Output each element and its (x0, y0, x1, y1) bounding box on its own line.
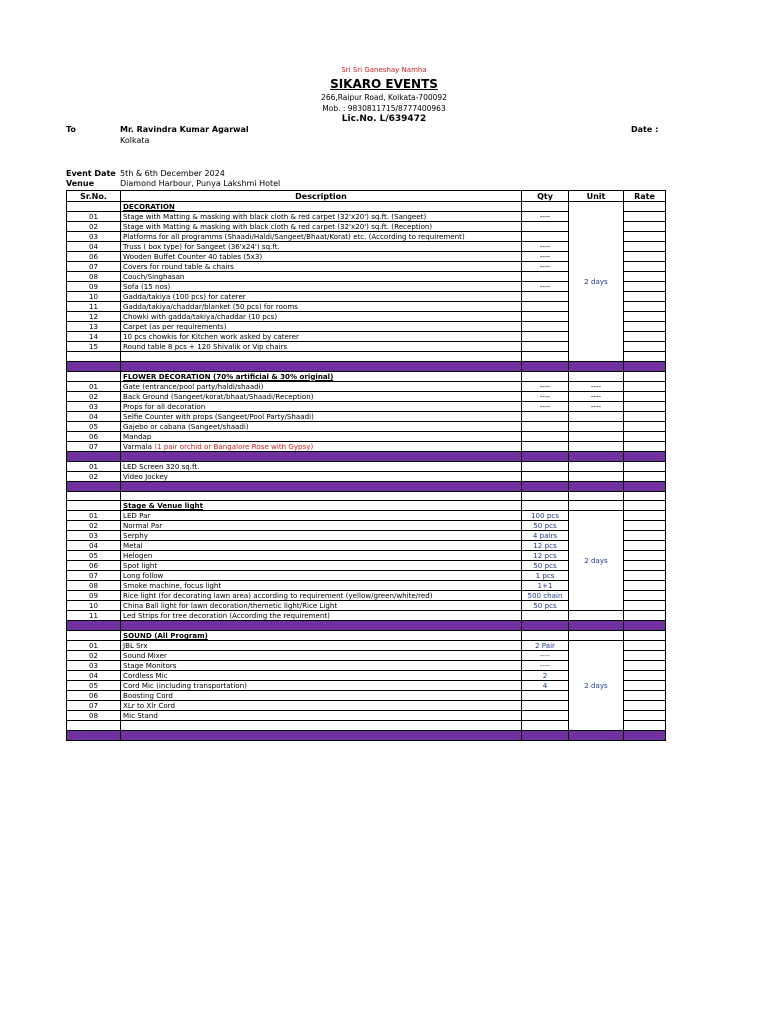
qty-cell (522, 421, 569, 431)
sr-cell: 04 (67, 411, 121, 421)
qty-cell: ---- (522, 242, 569, 252)
separator-cell (121, 621, 522, 631)
table-row (67, 421, 666, 431)
qty-cell (522, 611, 569, 621)
rate-cell (624, 332, 666, 342)
section-sr-cell (67, 371, 121, 381)
sr-cell: 07 (67, 571, 121, 581)
varmala-label: Varmala (123, 441, 155, 451)
rate-cell (624, 292, 666, 302)
description-cell: Helogen (121, 551, 522, 561)
sr-cell: 13 (67, 322, 121, 332)
sr-cell: 11 (67, 302, 121, 312)
qty-cell: 50 pcs (522, 561, 569, 571)
table-row (67, 411, 666, 421)
unit-merged-cell: 2 days (569, 641, 624, 731)
qty-cell (522, 292, 569, 302)
description-cell: Sound Mixer (121, 651, 522, 661)
section-title-row (67, 631, 666, 641)
description-cell: Sofa (15 nos) (121, 282, 522, 292)
description-cell: Wooden Buffet Counter 40 tables (5x3) (121, 252, 522, 262)
header-unit: Unit (569, 191, 624, 202)
description-cell: JBL Srx (121, 641, 522, 651)
description-cell: LED Par (121, 511, 522, 521)
sr-cell: 10 (67, 601, 121, 611)
description-cell: Normal Par (121, 521, 522, 531)
separator-cell (121, 481, 522, 491)
rate-cell (624, 711, 666, 721)
rate-cell (624, 541, 666, 551)
venue-label: Venue (66, 179, 94, 188)
sr-cell: 14 (67, 332, 121, 342)
unit-merged-cell: 2 days (569, 511, 624, 611)
rate-cell (624, 701, 666, 711)
separator-cell (522, 481, 569, 491)
section-title: DECORATION (121, 202, 522, 212)
qty-cell (522, 411, 569, 421)
sr-cell: 01 (67, 511, 121, 521)
blank-cell (522, 491, 569, 501)
qty-cell: 500 chain (522, 591, 569, 601)
qty-cell: ---- (522, 282, 569, 292)
description-cell: Round table 8 pcs + 120 Shivalik or Vip chairs (121, 342, 522, 352)
sr-cell: 06 (67, 252, 121, 262)
sr-cell: 04 (67, 541, 121, 551)
qty-cell: ---- (522, 651, 569, 661)
separator-cell (522, 731, 569, 741)
sr-cell: 05 (67, 551, 121, 561)
section-title: Stage & Venue light (121, 501, 522, 511)
rate-cell (624, 591, 666, 601)
qty-cell: 100 pcs (522, 511, 569, 521)
description-cell: Carpet (as per requirements) (121, 322, 522, 332)
company-name: SIKARO EVENTS (330, 77, 438, 91)
qty-cell: ---- (522, 212, 569, 222)
description-cell: Mandap (121, 431, 522, 441)
qty-cell (522, 272, 569, 282)
table-row (67, 641, 666, 651)
blank-cell (569, 491, 624, 501)
sr-cell: 12 (67, 312, 121, 322)
unit-merged-cell (569, 371, 624, 381)
separator-cell (624, 731, 666, 741)
description-cell: 10 pcs chowkis for Kitchen work asked by caterer (121, 332, 522, 342)
qty-cell: ---- (522, 661, 569, 671)
rate-cell (624, 671, 666, 681)
rate-cell (624, 651, 666, 661)
sr-cell: 06 (67, 431, 121, 441)
separator-cell (569, 451, 624, 461)
unit-cell (569, 461, 624, 471)
qty-cell (522, 501, 569, 511)
sr-cell: 09 (67, 282, 121, 292)
sr-cell: 08 (67, 272, 121, 282)
section-sr-cell (67, 501, 121, 511)
rate-cell (624, 212, 666, 222)
rate-cell (624, 661, 666, 671)
qty-cell (522, 342, 569, 352)
description-cell: LED Screen 320 sq.ft. (121, 461, 522, 471)
section-separator (67, 731, 666, 741)
section-title-row (67, 501, 666, 511)
qty-cell (522, 222, 569, 232)
sr-cell: 02 (67, 222, 121, 232)
description-cell: Mic Stand (121, 711, 522, 721)
rate-cell (624, 232, 666, 242)
description-cell: Gadda/takiya/chaddar/blanket (50 pcs) for rooms (121, 302, 522, 312)
unit-cell (569, 441, 624, 451)
rate-cell (624, 551, 666, 561)
table-row (67, 461, 666, 471)
separator-cell (624, 361, 666, 371)
table-header-row (67, 191, 666, 202)
section-title-row (67, 371, 666, 381)
description-cell: Stage with Matting & masking with black cloth & red carpet (32'x20') sq.ft. (Reception) (121, 222, 522, 232)
qty-cell: 50 pcs (522, 521, 569, 531)
qty-cell: 50 pcs (522, 601, 569, 611)
rate-cell (624, 561, 666, 571)
description-cell: Smoke machine, focus light (121, 581, 522, 591)
blank-cell (522, 721, 569, 731)
section-sr-cell (67, 631, 121, 641)
blank-cell (121, 491, 522, 501)
qty-cell: 2 (522, 671, 569, 681)
section-title: FLOWER DECORATION (70% artificial & 30% original) (121, 371, 522, 381)
table-body (67, 202, 666, 741)
blank-cell (624, 491, 666, 501)
qty-cell (522, 431, 569, 441)
sr-cell: 09 (67, 591, 121, 601)
description-cell: XLr to Xlr Cord (121, 701, 522, 711)
rate-cell (624, 342, 666, 352)
sr-cell: 11 (67, 611, 121, 621)
section-separator (67, 361, 666, 371)
table-row (67, 381, 666, 391)
sr-cell: 07 (67, 441, 121, 451)
description-cell: Boosting Cord (121, 691, 522, 701)
sr-cell: 07 (67, 701, 121, 711)
description-cell: Platforms for all programms (Shaadi/Haldi/Sangeet/Bhaat/Korat) etc. (According to requirement) (121, 232, 522, 242)
license-number: Lic.No. L/639472 (341, 114, 427, 124)
qty-cell (522, 232, 569, 242)
sr-cell: 05 (67, 681, 121, 691)
description-cell: Couch/Singhasan (121, 272, 522, 282)
event-date: 5th & 6th December 2024 (120, 169, 225, 178)
qty-cell: 2 Pair (522, 641, 569, 651)
section-title: SOUND (All Program) (121, 631, 522, 641)
blank-cell (121, 721, 522, 731)
sr-cell: 03 (67, 401, 121, 411)
rate-cell (624, 631, 666, 641)
sr-cell: 01 (67, 461, 121, 471)
sr-cell: 03 (67, 531, 121, 541)
event-date-label: Event Date (66, 169, 116, 178)
qty-cell (522, 441, 569, 451)
description-cell: Props for all decoration (121, 401, 522, 411)
qty-cell: ---- (522, 401, 569, 411)
separator-cell (624, 481, 666, 491)
rate-cell (624, 571, 666, 581)
qty-cell (522, 691, 569, 701)
sr-cell: 02 (67, 391, 121, 401)
blank-row (67, 491, 666, 501)
description-cell: Serphy (121, 531, 522, 541)
section-separator (67, 481, 666, 491)
rate-cell (624, 282, 666, 292)
header-srno: Sr.No. (67, 191, 121, 202)
qty-cell (522, 471, 569, 481)
separator-cell (121, 731, 522, 741)
rate-cell (624, 202, 666, 212)
rate-cell (624, 641, 666, 651)
description-cell: Led Strips for tree decoration (According the requirement) (121, 611, 522, 621)
unit-cell (569, 611, 624, 621)
description-cell: Chowki with gadda/takiya/chaddar (10 pcs) (121, 312, 522, 322)
rate-cell (624, 411, 666, 421)
table-row (67, 471, 666, 481)
rate-cell (624, 531, 666, 541)
qty-cell (522, 322, 569, 332)
header-rate: Rate (624, 191, 666, 202)
rate-cell (624, 242, 666, 252)
blank-cell (624, 352, 666, 362)
rate-cell (624, 272, 666, 282)
qty-cell (522, 461, 569, 471)
separator-cell (121, 451, 522, 461)
section-separator (67, 451, 666, 461)
table-row (67, 431, 666, 441)
sr-cell: 15 (67, 342, 121, 352)
description-cell: Spot light (121, 561, 522, 571)
rate-cell (624, 222, 666, 232)
separator-cell (522, 621, 569, 631)
unit-cell (569, 501, 624, 511)
separator-cell (522, 361, 569, 371)
sr-cell: 08 (67, 581, 121, 591)
sr-cell: 07 (67, 262, 121, 272)
qty-cell (522, 711, 569, 721)
qty-cell (522, 371, 569, 381)
blank-cell (67, 721, 121, 731)
description-cell: Stage Monitors (121, 661, 522, 671)
separator-cell (67, 451, 121, 461)
description-cell: Truss ( box type) for Sangeet (36'x24') sq.ft. (121, 242, 522, 252)
rate-cell (624, 391, 666, 401)
date-label: Date : (631, 125, 659, 134)
rate-cell (624, 401, 666, 411)
rate-cell (624, 681, 666, 691)
sr-cell: 06 (67, 691, 121, 701)
separator-cell (522, 451, 569, 461)
separator-cell (569, 731, 624, 741)
separator-cell (569, 621, 624, 631)
sr-cell: 03 (67, 661, 121, 671)
rate-cell (624, 521, 666, 531)
qty-cell: 4 pairs (522, 531, 569, 541)
table-row (67, 391, 666, 401)
rate-cell (624, 581, 666, 591)
qty-cell (522, 701, 569, 711)
header-description: Description (121, 191, 522, 202)
table-row (67, 611, 666, 621)
table-row (67, 401, 666, 411)
table-row (67, 441, 666, 451)
sr-cell: 08 (67, 711, 121, 721)
sr-cell: 05 (67, 421, 121, 431)
qty-cell: 1+1 (522, 581, 569, 591)
rate-cell (624, 302, 666, 312)
sr-cell: 04 (67, 671, 121, 681)
qty-cell (522, 202, 569, 212)
sr-cell: 01 (67, 212, 121, 222)
company-address: 266,Raipur Road, Kolkata-700092 (321, 93, 447, 102)
separator-cell (624, 451, 666, 461)
rate-cell (624, 381, 666, 391)
description-cell: Rice light (for decorating lawn area) according to requirement (yellow/green/white/red) (121, 591, 522, 601)
blessing-line: Sri Sri Ganeshay Namha (341, 66, 427, 74)
rate-cell (624, 322, 666, 332)
rate-cell (624, 252, 666, 262)
sr-cell: 02 (67, 651, 121, 661)
blank-cell (67, 491, 121, 501)
rate-cell (624, 461, 666, 471)
rate-cell (624, 431, 666, 441)
rate-cell (624, 471, 666, 481)
description-cell: Gajebo or cabana (Sangeet/shaadi) (121, 421, 522, 431)
blank-cell (67, 352, 121, 362)
qty-cell (522, 332, 569, 342)
unit-cell: ---- (569, 401, 624, 411)
qty-cell: ---- (522, 381, 569, 391)
unit-cell: ---- (569, 391, 624, 401)
description-cell: Long follow (121, 571, 522, 581)
rate-cell (624, 691, 666, 701)
section-sr-cell (67, 202, 121, 212)
client-name: Mr. Ravindra Kumar Agarwal (120, 125, 249, 134)
section-separator (67, 621, 666, 631)
client-city: Kolkata (120, 136, 150, 145)
company-mobile: Mob. : 9830811715/8777400963 (322, 104, 446, 113)
sr-cell: 01 (67, 641, 121, 651)
rate-cell (624, 611, 666, 621)
unit-cell: ---- (569, 381, 624, 391)
description-cell: Cordless Mic (121, 671, 522, 681)
rate-cell (624, 501, 666, 511)
qty-cell (522, 631, 569, 641)
description-cell: Selfie Counter with props (Sangeet/Pool Party/Shaadi) (121, 411, 522, 421)
sr-cell: 02 (67, 521, 121, 531)
description-cell (121, 441, 522, 451)
separator-cell (67, 731, 121, 741)
qty-cell: 12 pcs (522, 551, 569, 561)
rate-cell (624, 441, 666, 451)
table-row (67, 511, 666, 521)
rate-cell (624, 371, 666, 381)
description-cell: Back Ground (Sangeet/korat/bhaat/Shaadi/Reception) (121, 391, 522, 401)
description-cell: Stage with Matting & masking with black cloth & red carpet (32'x20') sq.ft. (Sangeet) (121, 212, 522, 222)
sr-cell: 04 (67, 242, 121, 252)
section-title-row (67, 202, 666, 212)
description-cell: Covers for round table & chairs (121, 262, 522, 272)
separator-cell (569, 481, 624, 491)
unit-cell (569, 411, 624, 421)
sr-cell: 10 (67, 292, 121, 302)
qty-cell: 12 pcs (522, 541, 569, 551)
separator-cell (67, 481, 121, 491)
qty-cell (522, 312, 569, 322)
qty-cell: ---- (522, 391, 569, 401)
blank-cell (522, 352, 569, 362)
qty-cell: ---- (522, 252, 569, 262)
quotation-table (66, 190, 666, 741)
separator-cell (624, 621, 666, 631)
rate-cell (624, 421, 666, 431)
qty-cell: 1 pcs (522, 571, 569, 581)
sr-cell: 01 (67, 381, 121, 391)
varmala-note: (1 pair orchid or Bangalore Rose with Gypsy) (154, 441, 314, 451)
venue-value: Diamond Harbour, Punya Lakshmi Hotel (120, 179, 281, 188)
unit-cell (569, 431, 624, 441)
sr-cell: 06 (67, 561, 121, 571)
description-cell: Cord Mic (including transportation) (121, 681, 522, 691)
qty-cell: 4 (522, 681, 569, 691)
header-qty: Qty (522, 191, 569, 202)
unit-cell (569, 421, 624, 431)
qty-cell: ---- (522, 262, 569, 272)
separator-cell (67, 361, 121, 371)
description-cell: China Ball light for lawn decoration/themetic light/Rice Light (121, 601, 522, 611)
sr-cell: 03 (67, 232, 121, 242)
separator-cell (569, 361, 624, 371)
description-cell: Video Jockey (121, 471, 522, 481)
rate-cell (624, 601, 666, 611)
unit-cell (569, 471, 624, 481)
blank-cell (624, 721, 666, 731)
blank-cell (121, 352, 522, 362)
description-cell: Gate (entrance/pool party/haldi/shaadi) (121, 381, 522, 391)
separator-cell (121, 361, 522, 371)
description-cell: Gadda/takiya (100 pcs) for caterer (121, 292, 522, 302)
to-label: To (66, 125, 76, 134)
unit-merged-cell: 2 days (569, 202, 624, 362)
description-cell: Metal (121, 541, 522, 551)
rate-cell (624, 262, 666, 272)
rate-cell (624, 312, 666, 322)
separator-cell (67, 621, 121, 631)
unit-cell (569, 631, 624, 641)
rate-cell (624, 511, 666, 521)
sr-cell: 02 (67, 471, 121, 481)
qty-cell (522, 302, 569, 312)
